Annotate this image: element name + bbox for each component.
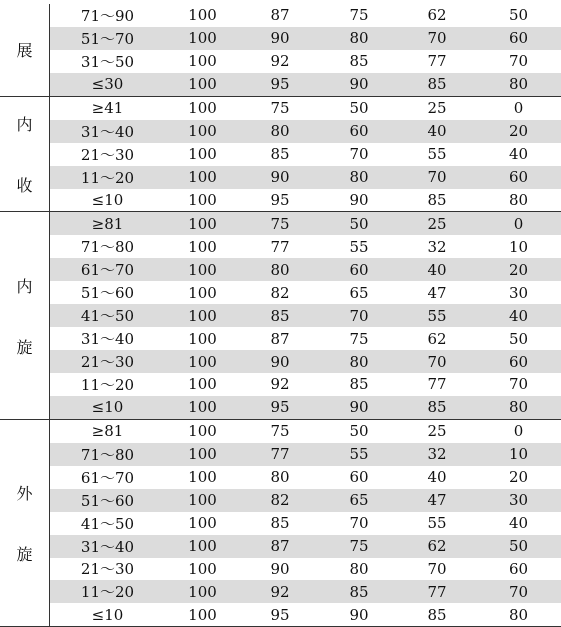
score-cell: 85 [270,145,290,164]
score-cell: 90 [270,29,290,48]
table-row [50,304,561,327]
score-cell: 90 [349,75,369,94]
range-cell: 71～90 [80,6,135,25]
table-row [50,281,561,304]
table-row [50,4,561,27]
score-cell: 0 [513,422,524,441]
score-cell: 25 [427,99,447,118]
group-label [0,4,50,96]
score-cell: 70 [349,145,369,164]
score-cell: 80 [349,29,369,48]
table-row [50,50,561,73]
score-cell: 100 [188,445,217,464]
score-cell: 100 [188,329,217,348]
score-cell: 100 [188,468,217,487]
range-cell: 31～40 [80,537,135,556]
group-label-char: 外 [16,484,33,504]
range-cell: 71～80 [80,238,135,257]
table-group [0,420,561,627]
score-cell: 100 [188,260,217,279]
score-cell: 62 [427,329,447,348]
table-row [50,535,561,558]
score-cell: 65 [349,283,369,302]
score-cell: 30 [508,491,529,510]
range-cell: 21～30 [80,353,135,372]
range-cell: 31～40 [80,122,135,141]
table-row [50,350,561,373]
score-cell: 25 [427,422,447,441]
score-cell: 77 [427,375,447,394]
score-cell: 80 [508,190,529,209]
range-cell: 41～50 [80,514,135,533]
score-cell: 100 [188,559,217,578]
range-cell: 31～40 [80,330,135,349]
score-cell: 50 [508,6,529,25]
score-cell: 85 [270,306,290,325]
score-cell: 100 [188,582,217,601]
table-row [50,97,561,120]
score-cell: 62 [427,6,447,25]
score-cell: 100 [188,214,217,233]
score-cell: 85 [427,75,447,94]
score-cell: 70 [349,514,369,533]
score-cell: 60 [349,468,369,487]
range-cell: 61～70 [80,468,135,487]
group-label-char: 旋 [16,337,33,357]
range-cell: 41～50 [80,307,135,326]
score-cell: 80 [349,559,369,578]
score-cell: 92 [270,375,290,394]
score-cell: 60 [508,29,529,48]
score-cell: 100 [188,605,217,624]
table-row [50,373,561,396]
score-cell: 100 [188,283,217,302]
score-cell: 50 [508,329,529,348]
score-cell: 100 [188,352,217,371]
score-cell: 90 [270,559,290,578]
score-cell: 75 [349,6,369,25]
table-row [50,27,561,50]
score-cell: 0 [513,99,524,118]
score-cell: 65 [349,491,369,510]
table-row [50,443,561,466]
score-cell: 75 [349,537,369,556]
score-cell: 75 [349,329,369,348]
score-cell: 100 [188,398,217,417]
score-cell: 90 [349,190,369,209]
range-cell: 51～70 [80,29,135,48]
score-cell: 40 [427,468,447,487]
score-cell: 100 [188,122,217,141]
score-cell: 77 [427,582,447,601]
table-row [50,327,561,350]
range-cell: 71～80 [80,445,135,464]
score-cell: 100 [188,375,217,394]
table-row [50,558,561,581]
score-cell: 85 [349,52,369,71]
score-cell: 70 [508,52,529,71]
score-cell: 20 [508,468,529,487]
score-cell: 92 [270,582,290,601]
score-cell: 100 [188,537,217,556]
score-cell: 75 [270,99,290,118]
score-cell: 82 [270,491,290,510]
table-row [50,235,561,258]
score-cell: 70 [427,352,447,371]
table-row [50,489,561,512]
range-cell: 61～70 [80,261,135,280]
score-cell: 85 [270,514,290,533]
score-cell: 90 [349,398,369,417]
score-cell: 87 [270,537,290,556]
score-cell: 80 [508,605,529,624]
score-table [0,4,561,627]
score-cell: 40 [508,306,529,325]
score-cell: 60 [349,260,369,279]
table-row [50,258,561,281]
score-cell: 62 [427,537,447,556]
score-cell: 100 [188,168,217,187]
score-cell: 25 [427,214,447,233]
score-cell: 77 [270,237,290,256]
score-cell: 92 [270,52,290,71]
group-label [0,212,50,418]
group-label-char: 展 [16,41,33,61]
score-cell: 32 [427,445,447,464]
score-cell: 70 [427,168,447,187]
score-cell: 47 [427,491,447,510]
range-cell: ≤30 [91,75,124,94]
score-cell: 77 [270,445,290,464]
score-cell: 40 [427,260,447,279]
score-cell: 70 [349,306,369,325]
table-group [0,97,561,213]
score-cell: 50 [508,537,529,556]
score-cell: 100 [188,422,217,441]
score-cell: 60 [508,352,529,371]
table-row [50,580,561,603]
score-cell: 85 [427,398,447,417]
score-cell: 80 [508,398,529,417]
range-cell: 11～20 [80,583,135,602]
score-cell: 60 [349,122,369,141]
score-cell: 0 [513,214,524,233]
group-label-char: 内 [16,115,33,135]
table-row [50,420,561,443]
score-cell: 55 [427,306,447,325]
score-cell: 32 [427,237,447,256]
table-row [50,396,561,419]
score-cell: 70 [427,29,447,48]
table-group [0,4,561,97]
score-cell: 85 [349,582,369,601]
range-cell: 21～30 [80,145,135,164]
score-cell: 100 [188,145,217,164]
score-cell: 55 [427,514,447,533]
score-cell: 100 [188,6,217,25]
score-cell: 95 [270,190,290,209]
score-cell: 87 [270,6,290,25]
score-cell: 75 [270,422,290,441]
range-cell: ≤10 [91,398,124,417]
score-cell: 100 [188,237,217,256]
score-cell: 80 [270,122,290,141]
score-cell: 95 [270,398,290,417]
range-cell: ≥41 [91,99,124,118]
score-cell: 50 [349,422,369,441]
table-row [50,512,561,535]
score-cell: 95 [270,605,290,624]
score-cell: 75 [270,214,290,233]
range-cell: 11～20 [80,168,135,187]
score-cell: 50 [349,99,369,118]
range-cell: 11～20 [80,375,135,394]
score-cell: 87 [270,329,290,348]
table-row [50,466,561,489]
score-cell: 10 [508,445,529,464]
score-cell: 100 [188,491,217,510]
range-cell: 51～60 [80,491,135,510]
table-row [50,166,561,189]
score-cell: 10 [508,237,529,256]
score-cell: 100 [188,99,217,118]
score-cell: 90 [349,605,369,624]
score-cell: 80 [508,75,529,94]
score-cell: 60 [508,168,529,187]
score-cell: 50 [349,214,369,233]
score-cell: 77 [427,52,447,71]
group-label [0,97,50,212]
score-cell: 20 [508,260,529,279]
group-label-char: 收 [16,176,33,196]
range-cell: ≥81 [91,214,124,233]
score-cell: 55 [427,145,447,164]
score-cell: 90 [270,352,290,371]
score-cell: 80 [349,352,369,371]
score-cell: 100 [188,75,217,94]
score-cell: 30 [508,283,529,302]
table-row [50,120,561,143]
table-row [50,603,561,626]
score-cell: 80 [270,260,290,279]
score-cell: 85 [427,190,447,209]
score-cell: 80 [349,168,369,187]
score-cell: 70 [508,375,529,394]
score-cell: 85 [349,375,369,394]
score-cell: 82 [270,283,290,302]
score-cell: 60 [508,559,529,578]
score-cell: 100 [188,306,217,325]
range-cell: 21～30 [80,560,135,579]
score-cell: 100 [188,190,217,209]
table-row [50,212,561,235]
group-label-char: 内 [16,276,33,296]
range-cell: ≤10 [91,190,124,209]
table-group [0,212,561,419]
group-label [0,420,50,626]
range-cell: ≤10 [91,605,124,624]
score-cell: 100 [188,29,217,48]
table-row [50,189,561,212]
score-cell: 55 [349,445,369,464]
score-cell: 55 [349,237,369,256]
score-cell: 100 [188,514,217,533]
score-cell: 70 [427,559,447,578]
score-cell: 95 [270,75,290,94]
score-cell: 80 [270,468,290,487]
table-row [50,73,561,96]
range-cell: ≥81 [91,422,124,441]
score-cell: 40 [508,145,529,164]
score-cell: 47 [427,283,447,302]
score-cell: 85 [427,605,447,624]
range-cell: 51～60 [80,284,135,303]
range-cell: 31～50 [80,52,135,71]
score-cell: 40 [427,122,447,141]
score-cell: 100 [188,52,217,71]
score-cell: 20 [508,122,529,141]
score-cell: 40 [508,514,529,533]
score-cell: 70 [508,582,529,601]
group-label-char: 旋 [16,545,33,565]
table-row [50,143,561,166]
score-cell: 90 [270,168,290,187]
